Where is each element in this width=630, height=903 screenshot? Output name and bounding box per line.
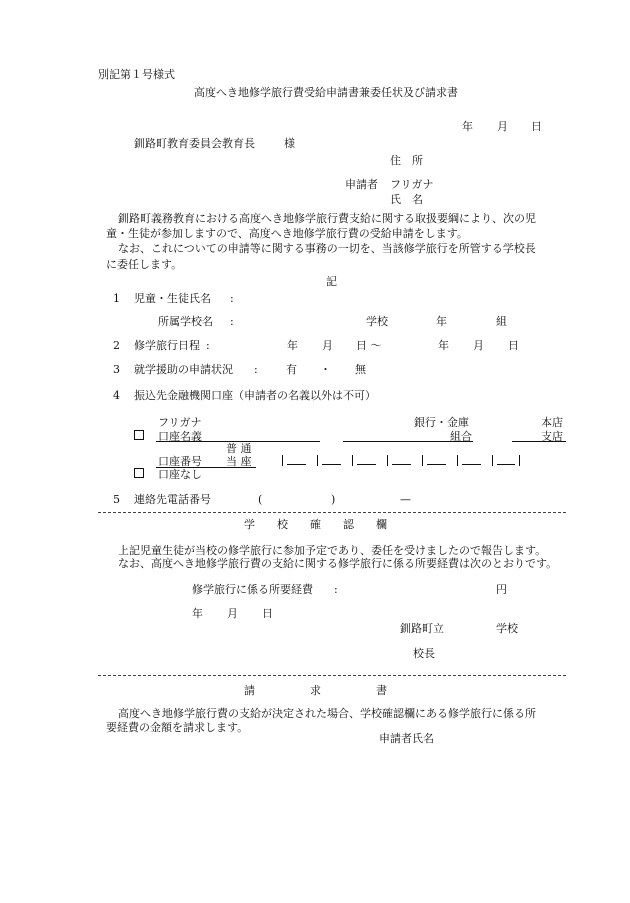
account-digit-box[interactable] xyxy=(422,455,450,466)
form-number: 別記第１号様式 xyxy=(98,68,175,81)
bank-furigana-label: フリガナ xyxy=(158,416,202,429)
confirm-date-year: 年 xyxy=(192,607,203,620)
divider-school xyxy=(98,512,566,513)
account-holder-label: 口座名義 xyxy=(158,430,202,443)
item-3-number: 3 xyxy=(113,363,120,376)
schedule-label: 修学旅行日程 xyxy=(134,339,200,352)
student-name-label: 児童・生徒氏名 xyxy=(134,292,211,305)
aid-colon: : xyxy=(254,363,258,376)
applicant-label: 申請者 xyxy=(345,178,378,191)
principal-label: 校長 xyxy=(413,647,435,660)
union-label: 組合 xyxy=(450,430,472,443)
phone-open-paren: ( xyxy=(258,493,263,506)
has-account-checkbox[interactable] xyxy=(134,430,144,443)
item-2-number: 2 xyxy=(113,339,120,352)
aid-label: 就学援助の申請状況 xyxy=(134,363,233,376)
form-title: 高度へき地修学旅行費受給申請書兼委任状及び請求書 xyxy=(194,86,458,99)
schedule-colon: : xyxy=(206,339,210,352)
schedule-start-day: 日 〜 xyxy=(356,339,382,352)
aid-no: 無 xyxy=(355,363,366,376)
phone-label: 連絡先電話番号 xyxy=(134,493,211,506)
account-digit-box[interactable] xyxy=(457,455,485,466)
item-1-number: 1 xyxy=(113,292,120,305)
account-digit-box[interactable] xyxy=(317,455,345,466)
branch-underline xyxy=(512,441,566,442)
school-confirm-heading: 学 校 確 認 欄 xyxy=(244,518,387,531)
no-account-checkbox[interactable] xyxy=(134,468,144,481)
account-digit-box[interactable] xyxy=(352,455,380,466)
grade-year: 年 xyxy=(436,315,447,328)
main-branch-label: 本店 xyxy=(541,416,563,429)
bank-section-label: 振込先金融機関口座（申請者の名義以外は不可） xyxy=(134,389,376,402)
account-number-label: 口座番号 xyxy=(158,455,202,468)
cost-label: 修学旅行に係る所要経費 xyxy=(192,583,313,596)
aid-yes: 有 xyxy=(286,363,297,376)
account-digit-box[interactable] xyxy=(492,455,520,466)
phone-dash: — xyxy=(400,493,411,506)
phone-close-paren: ) xyxy=(331,493,336,506)
confirm-date-day: 日 xyxy=(262,607,273,620)
intro-line-1: 釧路町義務教育における高度へき地修学旅行費支給に関する取扱要綱により、次の児 xyxy=(118,212,536,225)
toza-label: 当 座 xyxy=(226,455,252,468)
intro-line-4: に委任します。 xyxy=(106,258,183,271)
intro-line-2: 童・生徒が参加しますので、高度へき地修学旅行費の受給申請をします。 xyxy=(106,227,468,240)
class-label: 組 xyxy=(496,315,507,328)
address-label: 住 所 xyxy=(390,154,423,167)
school-suffix-confirm: 学校 xyxy=(496,622,518,635)
school-suffix: 学校 xyxy=(366,315,388,328)
addressee-name: 釧路町教育委員会教育長 xyxy=(134,137,255,150)
school-name-label: 所属学校名 xyxy=(158,315,213,328)
furigana-label: フリガナ xyxy=(390,178,434,191)
addressee-honorific: 様 xyxy=(284,137,295,150)
schedule-end-month: 月 xyxy=(473,339,484,352)
schedule-end-day: 日 xyxy=(508,339,519,352)
account-digit-box[interactable] xyxy=(282,455,310,466)
aid-separator: ・ xyxy=(320,363,331,376)
claim-line-2: 要経費の金額を請求します。 xyxy=(106,721,249,734)
no-account-label: 口座なし xyxy=(158,468,202,481)
bank-type-label: 銀行・金庫 xyxy=(414,416,469,429)
confirm-date-month: 月 xyxy=(227,607,238,620)
school-confirm-line-1: 上記児童生徒が当校の修学旅行に参加予定であり、委任を受けましたので報告します。 xyxy=(118,544,547,557)
item-4-number: 4 xyxy=(113,389,120,402)
intro-line-3: なお、これについての申請等に関する事務の一切を、当該修学旅行を所管する学校長 xyxy=(118,242,536,255)
claim-heading: 請 求 書 xyxy=(244,684,387,697)
account-digit-box[interactable] xyxy=(387,455,415,466)
date-day: 日 xyxy=(531,120,542,133)
schedule-start-year: 年 xyxy=(287,339,298,352)
claim-applicant-name: 申請者氏名 xyxy=(379,732,434,745)
branch-label: 支店 xyxy=(541,430,563,443)
student-name-colon: : xyxy=(230,292,234,305)
schedule-start-month: 月 xyxy=(322,339,333,352)
account-number-boxes[interactable] xyxy=(282,455,520,466)
cost-colon: : xyxy=(334,583,338,596)
school-prefix: 釧路町立 xyxy=(400,622,444,635)
school-name-colon: : xyxy=(230,315,234,328)
bank-underline xyxy=(343,441,473,442)
cost-yen: 円 xyxy=(496,583,507,596)
schedule-end-year: 年 xyxy=(438,339,449,352)
date-year: 年 xyxy=(462,120,473,133)
divider-claim xyxy=(98,675,566,676)
futsu-label: 普 通 xyxy=(226,442,252,455)
item-5-number: 5 xyxy=(113,493,120,506)
claim-line-1: 高度へき地修学旅行費の支給が決定された場合、学校確認欄にある修学旅行に係る所 xyxy=(118,707,536,720)
ki-heading: 記 xyxy=(326,275,337,288)
date-month: 月 xyxy=(497,120,508,133)
school-confirm-line-2: なお、高度へき地修学旅行費の支給に関する修学旅行に係る所要経費は次のとおりです。 xyxy=(118,557,558,570)
name-label: 氏 名 xyxy=(390,193,423,206)
